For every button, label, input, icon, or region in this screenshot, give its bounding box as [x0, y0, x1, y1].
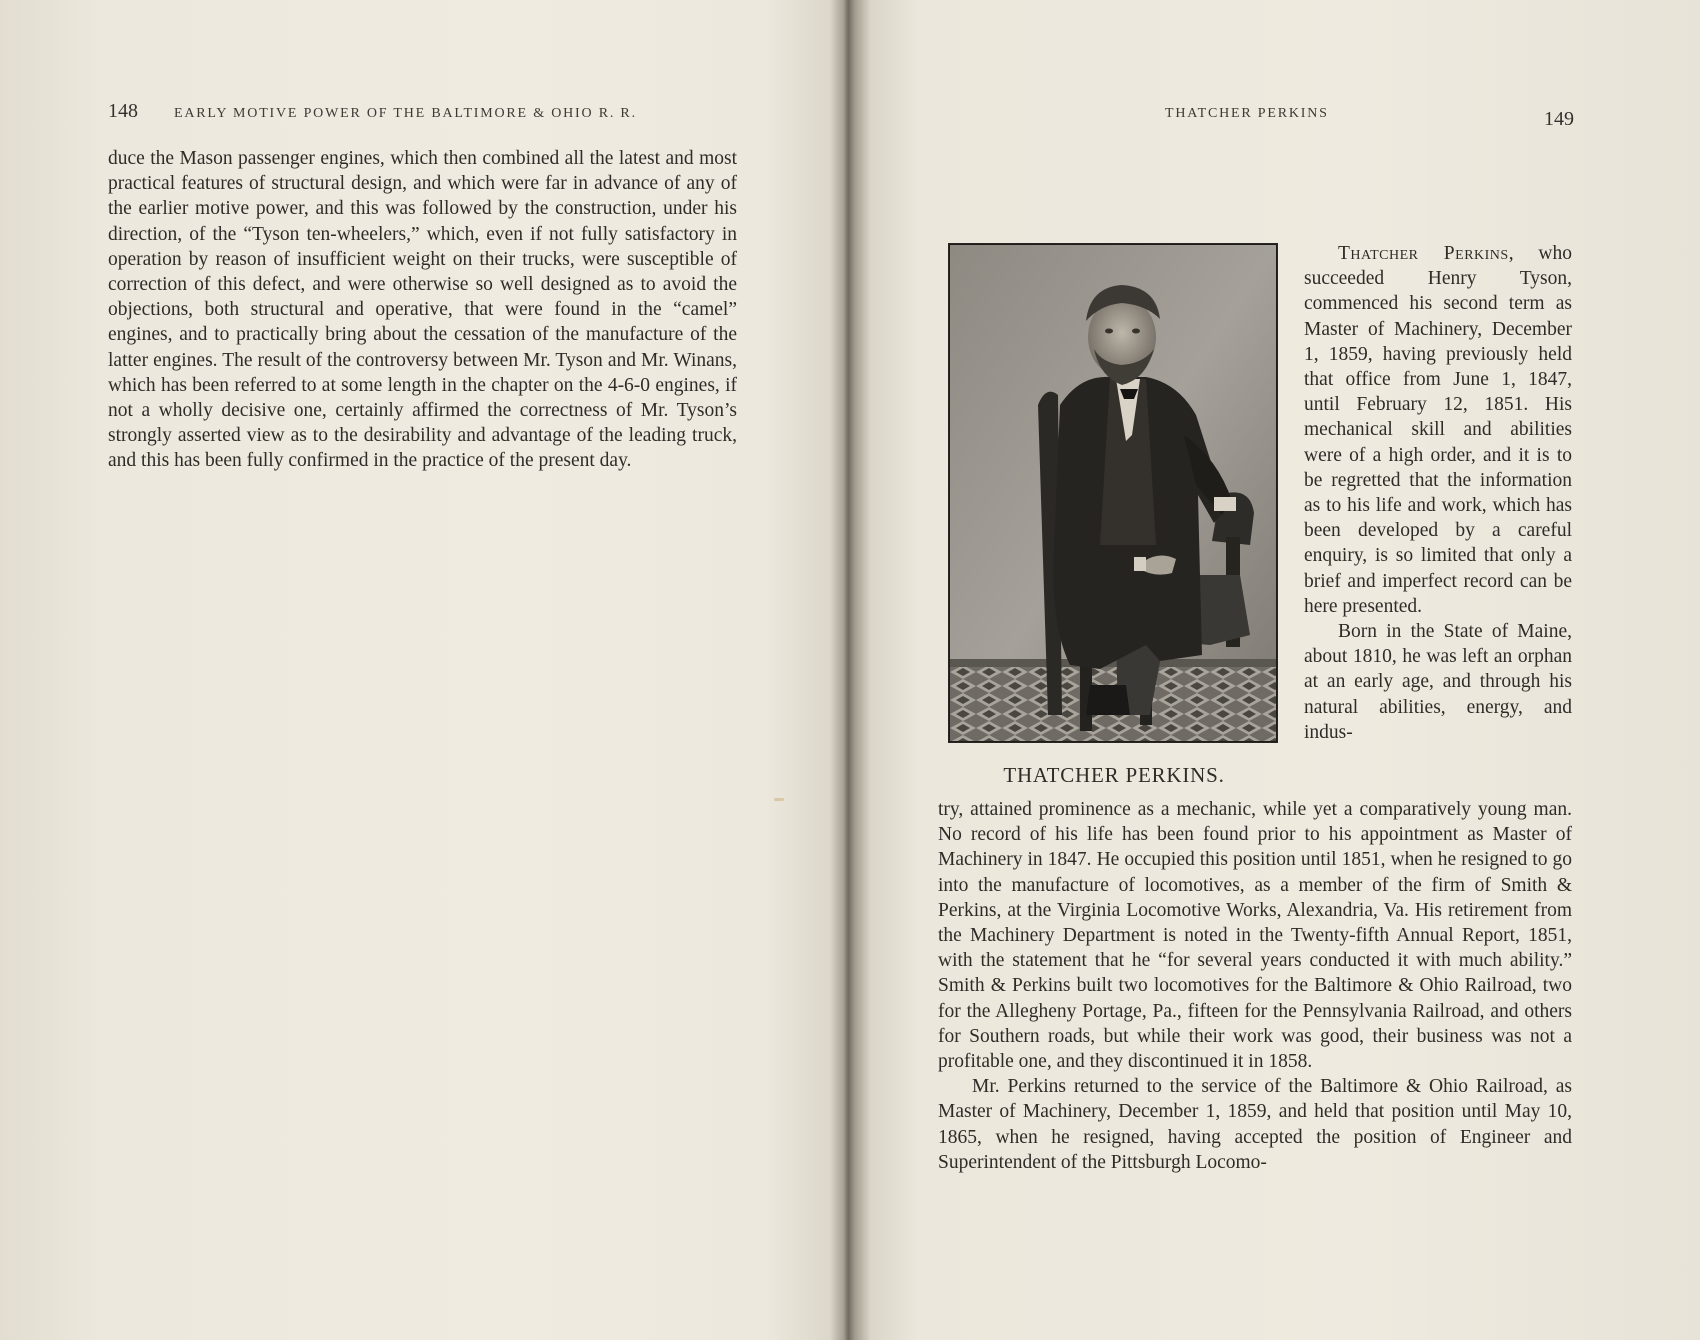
page-number-left: 148 [108, 100, 138, 122]
right-body-text [938, 797, 1572, 1175]
paragraph: duce the Mason passenger engines, which then combined all the latest and most practical features of structural design, and which were far in advance of any of the earlier motive power, and this was followed by the construction, under his direction, of the “Tyson ten-wheelers,” which, even if not fully satisfactory in operation by reason of insufficient weight on their trucks, were susceptible of correction of this defect, and were otherwise so well designed as to avoid the objections, both structural and operative, that were found in the “camel” engines, and to practically bring about the cessation of the manufacture of the latter engines. The result of the controversy between Mr. Tyson and Mr. Winans, which has been referred to at some length in the chapter on the 4-6-0 engines, if not a wholly decisive one, certainly affirmed the correctness of Mr. Tyson’s strongly asserted view as to the desirability and advantage of the leading truck, and this has been fully confirmed in the practice of the present day. [108, 148, 737, 472]
running-head-right: THATCHER PERKINS [1165, 106, 1329, 121]
portrait-image [950, 245, 1276, 741]
running-head-left: EARLY MOTIVE POWER OF THE BALTIMORE & OHIO R. R. [174, 106, 637, 121]
right-column-text [1304, 241, 1572, 745]
lead-name: Thatcher Perkins [1338, 243, 1509, 264]
portrait-figure [948, 243, 1280, 788]
portrait-caption: THATCHER PERKINS. [1003, 763, 1225, 787]
portrait-photo [948, 243, 1278, 743]
paper-speck [774, 798, 784, 801]
paragraph: Mr. Perkins returned to the service of the Baltimore & Ohio Railroad, as Master of Machinery, December 1, 1859, and held that position until May 10, 1865, when he resigned, having accepted the position of Engineer and Superintendent of the Pittsburgh Locomo- [938, 1076, 1572, 1173]
left-page [0, 0, 848, 1340]
paragraph: try, attained prominence as a mechanic, while yet a comparatively young man. No record of his life has been found prior to his appointment as Master of Machinery in 1847. He occupied this position until 1851, when he resigned to go into the manufacture of locomotives, as a member of the firm of Smith & Perkins, at the Virginia Locomotive Works, Alexandria, Va. His retirement from the Machinery Department is noted in the Twenty-fifth Annual Report, 1851, with the statement that he “for several years conducted it with much ability.” Smith & Perkins built two locomotives for the Baltimore & Ohio Railroad, two for the Allegheny Portage, Pa., fifteen for the Pennsylvania Railroad, and others for Southern roads, but while their work was good, their business was not a profitable one, and they discontinued it in 1858. [938, 799, 1572, 1073]
left-body-text [108, 146, 737, 474]
paragraph [1304, 241, 1572, 619]
page-number-right: 149 [1544, 108, 1574, 130]
right-page [850, 0, 1700, 1340]
paragraph: Born in the State of Maine, about 1810, he was left an orphan at an early age, and through his natural abilities, energy, and indus- [1304, 621, 1572, 743]
paragraph-text: , who succeeded Henry Tyson, commenced his second term as Master of Machinery, December 1, 1859, having previously held that office from June 1, 1847, until February 12, 1851. His mechanical skill and abilities were of a high order, and it is to be regretted that the information as to his life and work, which has been developed by a careful enquiry, is so limited that only a brief and imperfect record can be here presented. [1304, 243, 1572, 617]
